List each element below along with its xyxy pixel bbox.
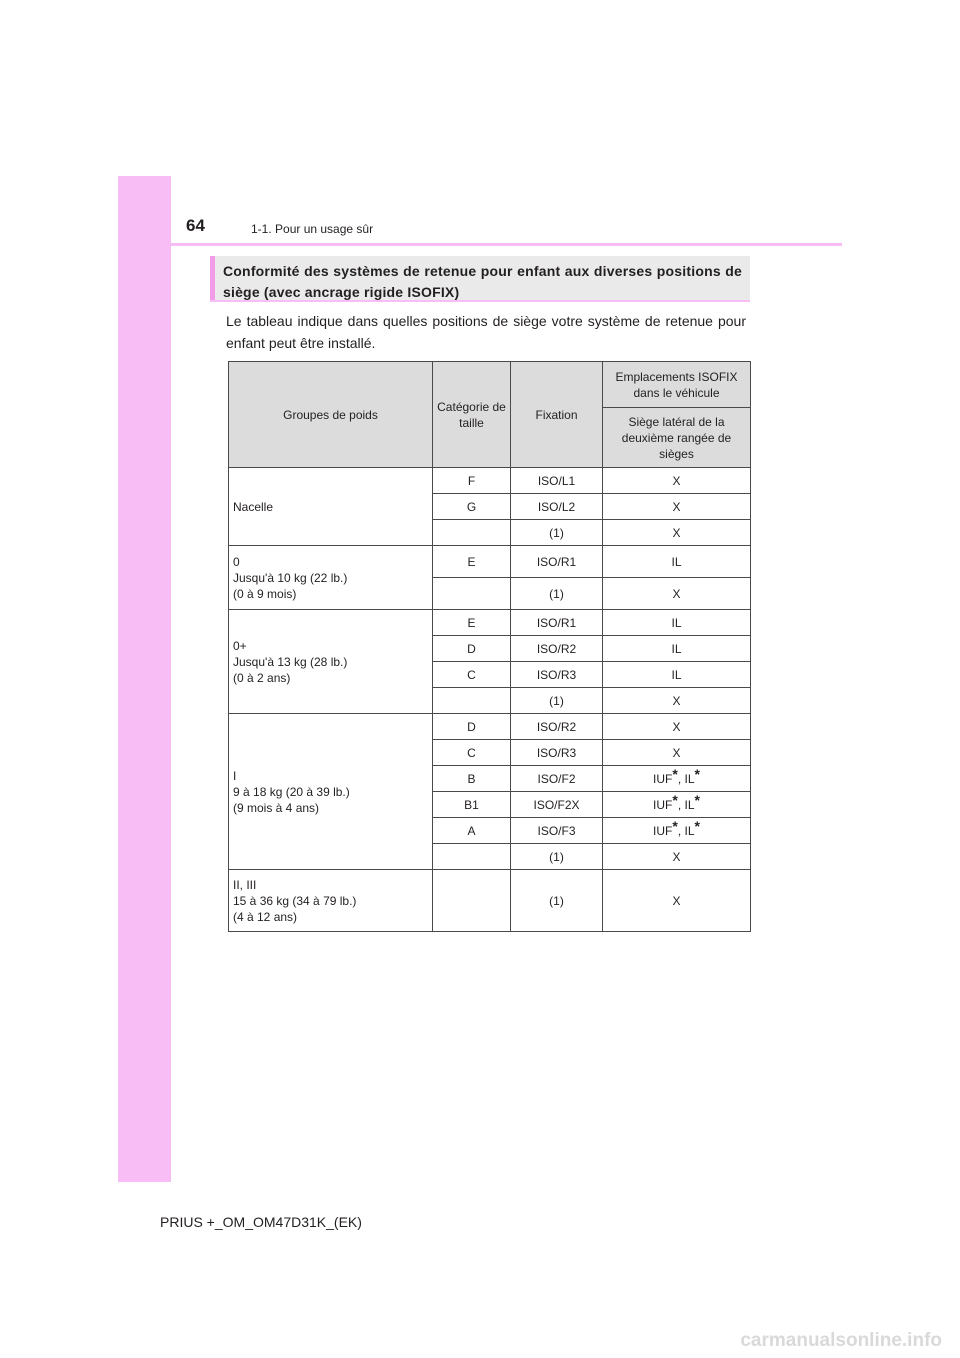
category-cell: D	[433, 636, 511, 662]
fixation-cell: ISO/R3	[511, 662, 603, 688]
weight-group-cell: 0 Jusqu'à 10 kg (22 lb.) (0 à 9 mois)	[229, 546, 433, 610]
section-title: Conformité des systèmes de retenue pour enfant aux diverses positions de siège (avec ancrage rigide ISOFIX)	[223, 263, 742, 300]
weight-group-cell: I 9 à 18 kg (20 à 39 lb.) (9 mois à 4 ans)	[229, 714, 433, 870]
isofix-value-cell: X	[603, 468, 751, 494]
fixation-cell: ISO/F2X	[511, 792, 603, 818]
isofix-value-cell: IL	[603, 546, 751, 578]
isofix-value-cell: X	[603, 520, 751, 546]
category-cell: E	[433, 610, 511, 636]
header-rule	[118, 243, 842, 246]
asterisk-mark: *	[672, 765, 678, 782]
isofix-value-cell: IL	[603, 636, 751, 662]
isofix-value-cell	[603, 818, 751, 844]
weight-group-cell: Nacelle	[229, 468, 433, 546]
asterisk-mark: *	[672, 791, 678, 808]
category-cell: D	[433, 714, 511, 740]
asterisk-mark: *	[694, 817, 700, 834]
category-cell	[433, 844, 511, 870]
fixation-cell: ISO/F2	[511, 766, 603, 792]
fixation-cell: ISO/R1	[511, 610, 603, 636]
isofix-value-cell: X	[603, 494, 751, 520]
asterisk-mark: *	[694, 765, 700, 782]
value-part: , IL	[677, 823, 695, 838]
fixation-cell: ISO/R2	[511, 714, 603, 740]
category-cell: B	[433, 766, 511, 792]
asterisk-mark: *	[672, 817, 678, 834]
isofix-value-cell: IL	[603, 662, 751, 688]
weight-group-cell: 0+ Jusqu'à 13 kg (28 lb.) (0 à 2 ans)	[229, 610, 433, 714]
category-cell	[433, 578, 511, 610]
watermark: carmanualsonline.info	[740, 1330, 942, 1351]
fixation-cell: (1)	[511, 844, 603, 870]
fixation-cell: (1)	[511, 870, 603, 932]
section-label: 1-1. Pour un usage sûr	[251, 222, 374, 236]
fixation-cell: (1)	[511, 520, 603, 546]
header-weight-group: Groupes de poids	[229, 362, 433, 468]
value-part: , IL	[677, 797, 695, 812]
fixation-cell: ISO/R2	[511, 636, 603, 662]
isofix-value-cell: IL	[603, 610, 751, 636]
value-part: IUF	[653, 797, 673, 812]
isofix-value-cell: X	[603, 844, 751, 870]
intro-paragraph: Le tableau indique dans quelles positions de siège votre système de retenue pour enfant peut être installé.	[226, 313, 746, 351]
category-cell	[433, 870, 511, 932]
fixation-cell: ISO/L1	[511, 468, 603, 494]
section-title-accent	[210, 256, 215, 300]
isofix-value-cell	[603, 766, 751, 792]
isofix-value-cell: X	[603, 714, 751, 740]
compatibility-table	[228, 361, 751, 932]
header-isofix-locations: Emplacements ISOFIX dans le véhicule	[603, 362, 751, 408]
asterisk-mark: *	[694, 791, 700, 808]
fixation-cell: (1)	[511, 578, 603, 610]
category-cell: C	[433, 662, 511, 688]
fixation-cell: ISO/R1	[511, 546, 603, 578]
weight-group-cell: II, III 15 à 36 kg (34 à 79 lb.) (4 à 12 ans)	[229, 870, 433, 932]
category-cell: E	[433, 546, 511, 578]
section-title-box	[210, 256, 750, 302]
fixation-cell: ISO/R3	[511, 740, 603, 766]
isofix-value-cell: X	[603, 688, 751, 714]
header-size-category: Catégorie de taille	[433, 362, 511, 468]
isofix-value-cell: X	[603, 870, 751, 932]
fixation-cell: ISO/F3	[511, 818, 603, 844]
side-margin-band	[118, 176, 171, 1182]
page-number: 64	[186, 216, 205, 235]
category-cell: C	[433, 740, 511, 766]
fixation-cell: ISO/L2	[511, 494, 603, 520]
value-part: , IL	[677, 771, 695, 786]
header-seat-position: Siège latéral de la deuxième rangée de sièges	[603, 408, 751, 468]
isofix-value-cell	[603, 792, 751, 818]
category-cell	[433, 688, 511, 714]
header-fixation: Fixation	[511, 362, 603, 468]
value-part: IUF	[653, 823, 673, 838]
category-cell: A	[433, 818, 511, 844]
footer-model-code: PRIUS +_OM_OM47D31K_(EK)	[160, 1214, 362, 1230]
category-cell: F	[433, 468, 511, 494]
category-cell: G	[433, 494, 511, 520]
category-cell: B1	[433, 792, 511, 818]
isofix-value-cell: X	[603, 740, 751, 766]
category-cell	[433, 520, 511, 546]
isofix-value-cell: X	[603, 578, 751, 610]
fixation-cell: (1)	[511, 688, 603, 714]
value-part: IUF	[653, 771, 673, 786]
